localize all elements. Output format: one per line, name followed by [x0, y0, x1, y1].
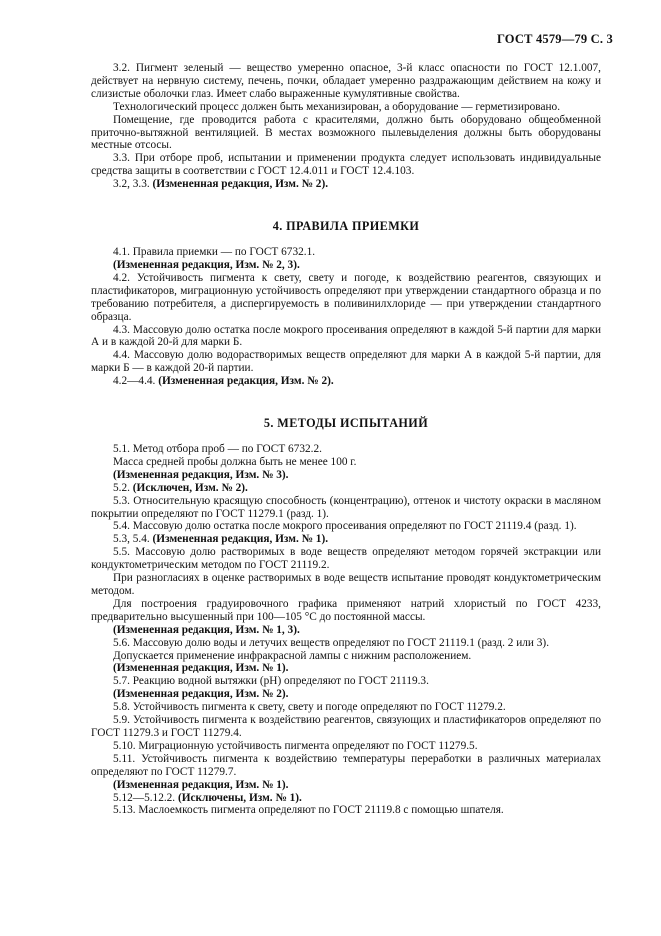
paragraph-5-12: [91, 792, 601, 805]
amendment-note: (Исключен, Изм. № 2).: [132, 481, 248, 494]
paragraph-4-3: 4.3. Массовую долю остатка после мокрого просеивания определяют в каждой 5-й партии для марки А и в каждой 20-й для марки Б.: [91, 323, 601, 349]
page-header: ГОСТ 4579—79 С. 3: [496, 32, 613, 46]
paragraph-5-10: 5.10. Миграционную устойчивость пигмента определяют по ГОСТ 11279.5.: [113, 739, 478, 752]
amendment-note: (Измененная редакция, Изм. № 3).: [113, 468, 289, 481]
amendment-note: (Измененная редакция, Изм. № 2).: [113, 688, 289, 701]
amendment-note: (Измененная редакция, Изм. № 1).: [113, 662, 289, 675]
amendment-note: (Исключены, Изм. № 1).: [177, 791, 302, 804]
amendment-note: (Измененная редакция, Изм. № 2, 3).: [113, 258, 300, 271]
paragraph-5-4-amendment: [91, 533, 601, 546]
paragraph-4-amendment: [91, 375, 601, 388]
paragraph-3-amendment: [91, 178, 601, 191]
paragraph-5-5-calibration: Для построения градуировочного графика применяют натрий хлористый по ГОСТ 4233, предварительно высушенный при 100—105 °С до постоянной массы.: [91, 597, 601, 623]
amendment-note: (Измененная редакция, Изм. № 2).: [152, 178, 329, 191]
paragraph-5-7: 5.7. Реакцию водной вытяжки (рН) определяют по ГОСТ 21119.3.: [113, 675, 429, 688]
paragraph-5-5-disagreement: При разногласиях в оценке растворимых в воде веществ испытание проводят кондуктометрическим методом.: [91, 572, 601, 597]
paragraph-3-2-process: Технологический процесс должен быть механизирован, а оборудование — герметизировано.: [113, 100, 561, 113]
paragraph-5-9: 5.9. Устойчивость пигмента к воздействию реагентов, связующих и пластификаторов определяют по ГОСТ 11279.3 и ГОСТ 11279.4.: [91, 714, 601, 739]
amendment-prefix: 5.2.: [113, 481, 130, 494]
paragraph-5-6-lamp: Допускается применение инфракрасной лампы с нижним расположением.: [113, 649, 472, 662]
paragraph-4-4: 4.4. Массовую долю водорастворимых веществ определяют для марки А в каждой 5-й партии, для марки Б — в каждой 20-й партии.: [91, 349, 601, 375]
amendment-note: (Измененная редакция, Изм. № 1).: [113, 778, 289, 791]
amendment-prefix: 5.3, 5.4.: [113, 533, 150, 546]
paragraph-4-2: 4.2. Устойчивость пигмента к свету, свету и погоде, к воздействию реагентов, связующих и пластификаторов, миграционную устойчивость определяют при утверждении стандартного образца и по требованию потребителя, а диспергируемость в поливинилхлориде — при утверждении стандартного образца.: [91, 271, 601, 323]
page-content: [91, 62, 601, 817]
paragraph-4-1: 4.1. Правила приемки — по ГОСТ 6732.1.: [113, 246, 316, 259]
paragraph-3-3: 3.3. При отборе проб, испытании и применении продукта следует использовать индивидуальные средства защиты в соответствии с ГОСТ 12.4.011 и ГОСТ 12.4.103.: [91, 152, 601, 178]
amendment-note: (Измененная редакция, Изм. № 1, 3).: [113, 623, 300, 636]
paragraph-3-2: 3.2. Пигмент зеленый — вещество умеренно опасное, 3-й класс опасности по ГОСТ 12.1.007, действует на нервную систему, печень, почки, обладает умеренно раздражающим действием на кожу и слизистые оболочки глаз. Имеет слабо выраженные кумулятивные свойства.: [91, 62, 601, 100]
amendment-note: (Измененная редакция, Изм. № 1).: [152, 533, 329, 546]
paragraph-3-2-room: Помещение, где проводится работа с красителями, должно быть оборудовано общеобменной приточно-вытяжной вентиляцией. В местах возможного пылевыделения должны быть оборудованы местные отсосы.: [91, 113, 601, 152]
paragraph-5-1: 5.1. Метод отбора проб — по ГОСТ 6732.2.: [113, 443, 322, 456]
amendment-prefix: 3.2, 3.3.: [113, 178, 150, 191]
section-4-heading: 4. ПРАВИЛА ПРИЕМКИ: [272, 219, 420, 234]
paragraph-5-8: 5.8. Устойчивость пигмента к свету, свету и погоде определяют по ГОСТ 11279.2.: [113, 701, 506, 714]
amendment-prefix: 4.2—4.4.: [113, 375, 156, 388]
paragraph-5-5: 5.5. Массовую долю растворимых в воде веществ определяют методом горячей экстракции или кондуктометрическим методом по ГОСТ 21119.2.: [91, 546, 601, 572]
paragraph-5-3: 5.3. Относительную красящую способность (концентрацию), оттенок и чистоту окраски в масляном покрытии определяют по ГОСТ 11279.1 (разд. 1).: [91, 494, 601, 520]
amendment-prefix: 5.12—5.12.2.: [113, 791, 176, 804]
paragraph-5-11: 5.11. Устойчивость пигмента к воздействию температуры переработки в различных материалах определяют по ГОСТ 11279.7.: [91, 752, 601, 778]
section-5-heading: 5. МЕТОДЫ ИСПЫТАНИЙ: [263, 416, 429, 431]
paragraph-5-1-mass: Масса средней пробы должна быть не менее 100 г.: [113, 455, 357, 468]
paragraph-5-6: 5.6. Массовую долю воды и летучих веществ определяют по ГОСТ 21119.1 (разд. 2 или 3).: [113, 636, 550, 649]
amendment-note: (Измененная редакция, Изм. № 2).: [158, 375, 334, 388]
paragraph-5-13: 5.13. Маслоемкость пигмента определяют по ГОСТ 21119.8 с помощью шпателя.: [113, 804, 504, 817]
paragraph-5-4: 5.4. Массовую долю остатка после мокрого просеивания определяют по ГОСТ 21119.4 (разд. 1).: [113, 520, 577, 533]
paragraph-5-2: [91, 482, 601, 495]
